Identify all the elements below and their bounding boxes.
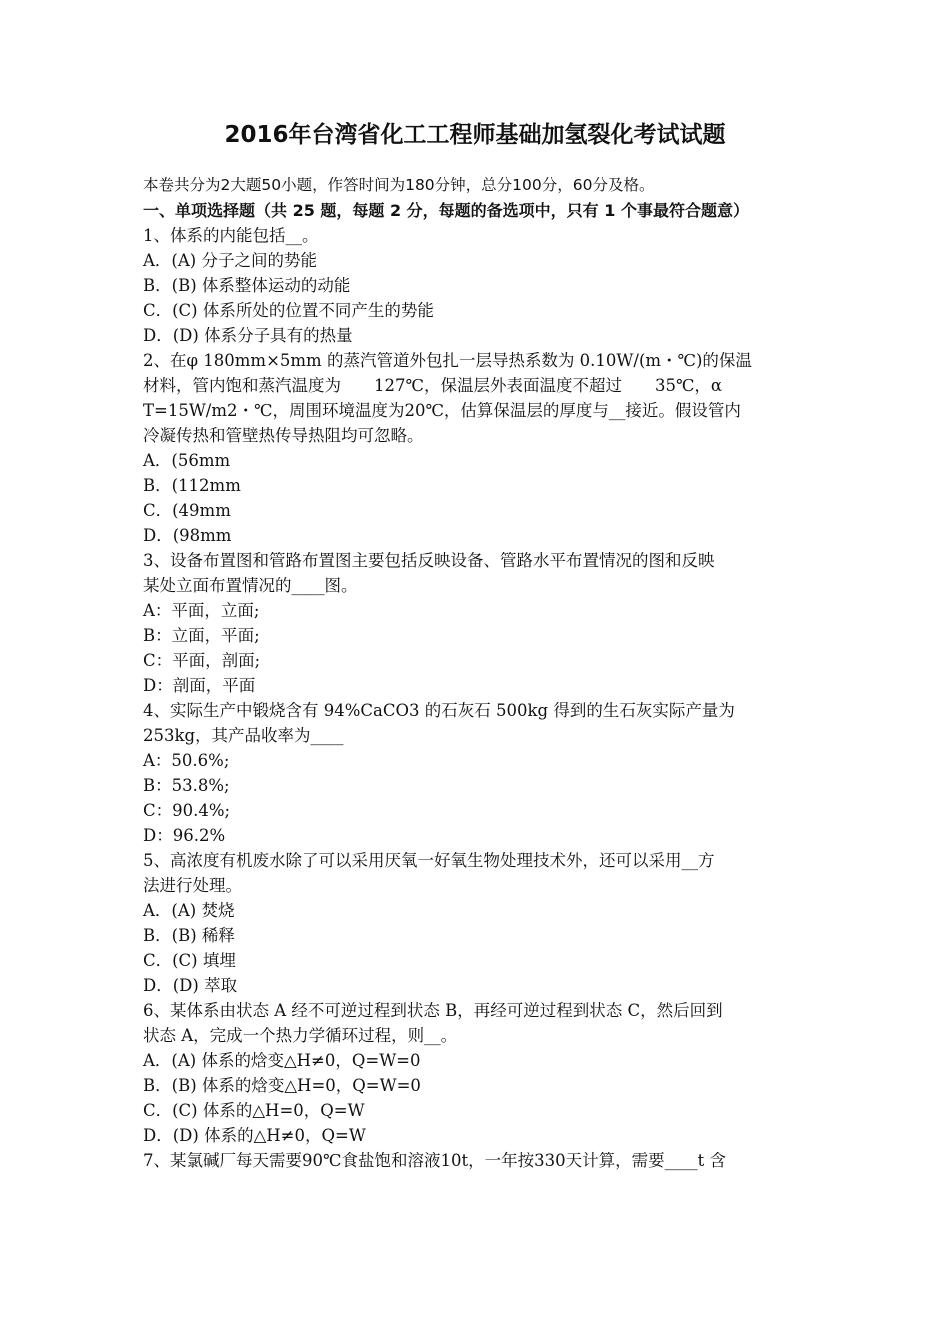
question-item [143,548,808,698]
question-stem-line: 某处立面布置情况的____图。 [143,576,358,595]
question-stem-line: 4、实际生产中锻烧含有 94%CaCO3 的石灰石 500kg 得到的生石灰实际产量为 [143,701,735,720]
answer-option: D．(D) 体系的△H≠0，Q=W [143,1126,366,1145]
question-stem-line: 7、某氯碱厂每天需要90℃食盐饱和溶液10t，一年按330天计算，需要____t 含 [143,1151,726,1170]
question-stem-line: 2、在φ 180mm×5mm 的蒸汽管道外包扎一层导热系数为 0.10W/(m・℃)的保温 [143,351,752,370]
question-item [143,223,808,348]
question-stem-line: 3、设备布置图和管路布置图主要包括反映设备、管路水平布置情况的图和反映 [143,551,715,570]
answer-option: B：立面，平面; [143,626,260,645]
question-item [143,348,808,548]
question-stem-line: 材料，管内饱和蒸汽温度为 127℃，保温层外表面温度不超过 35℃，α [143,376,723,395]
question-stem-line: 253kg，其产品收率为____ [143,726,344,745]
question-item [143,848,808,998]
answer-option: D．(D) 体系分子具有的热量 [143,326,353,345]
answer-option: D．(98mm [143,526,232,545]
question-item [143,1148,808,1173]
answer-option: A．(A) 体系的焓变△H≠0，Q=W=0 [143,1051,421,1070]
answer-option: C：90.4%; [143,801,231,820]
answer-option: C．(49mm [143,501,231,520]
question-stem-line: 冷凝传热和管壁热传导热阻均可忽略。 [143,426,424,445]
answer-option: A：50.6%; [143,751,230,770]
document-title: 2016年台湾省化工工程师基础加氢裂化考试试题 [224,122,726,148]
answer-option: C．(C) 体系所处的位置不同产生的势能 [143,301,434,320]
answer-option: B：53.8%; [143,776,230,795]
answer-option: A：平面，立面; [143,601,260,620]
answer-option: B．(112mm [143,476,241,495]
question-stem-line: 1、体系的内能包括__。 [143,226,319,245]
question-stem-line: 6、某体系由状态 A 经不可逆过程到状态 B，再经可逆过程到状态 C，然后回到 [143,1001,723,1020]
answer-option: D：剖面，平面 [143,676,256,695]
question-stem-line: T=15W/m2・℃，周围环境温度为20℃，估算保温层的厚度与__接近。假设管内 [143,401,741,420]
answer-option: A．(A) 焚烧 [143,901,235,920]
answer-option: A．(A) 分子之间的势能 [143,251,317,270]
question-stem-line: 5、高浓度有机废水除了可以采用厌氧一好氧生物处理技术外，还可以采用__方 [143,851,715,870]
answer-option: C．(C) 填埋 [143,951,236,970]
question-item [143,698,808,848]
answer-option: C：平面，剖面; [143,651,261,670]
question-stem-line: 法进行处理。 [143,876,242,895]
question-list [143,223,808,1173]
document-body [143,173,808,1173]
answer-option: D：96.2% [143,826,226,845]
answer-option: B．(B) 稀释 [143,926,235,945]
section-heading: 一、单项选择题（共 25 题，每题 2 分，每题的备选项中，只有 1 个事最符合题意） [143,201,749,220]
answer-option: C．(C) 体系的△H=0，Q=W [143,1101,365,1120]
answer-option: B．(B) 体系的焓变△H=0，Q=W=0 [143,1076,421,1095]
answer-option: D．(D) 萃取 [143,976,238,995]
answer-option: B．(B) 体系整体运动的动能 [143,276,351,295]
question-stem-line: 状态 A，完成一个热力学循环过程，则__。 [143,1026,458,1045]
question-item [143,998,808,1148]
exam-intro: 本卷共分为2大题50小题，作答时间为180分钟，总分100分，60分及格。 [143,176,655,194]
answer-option: A．(56mm [143,451,231,470]
